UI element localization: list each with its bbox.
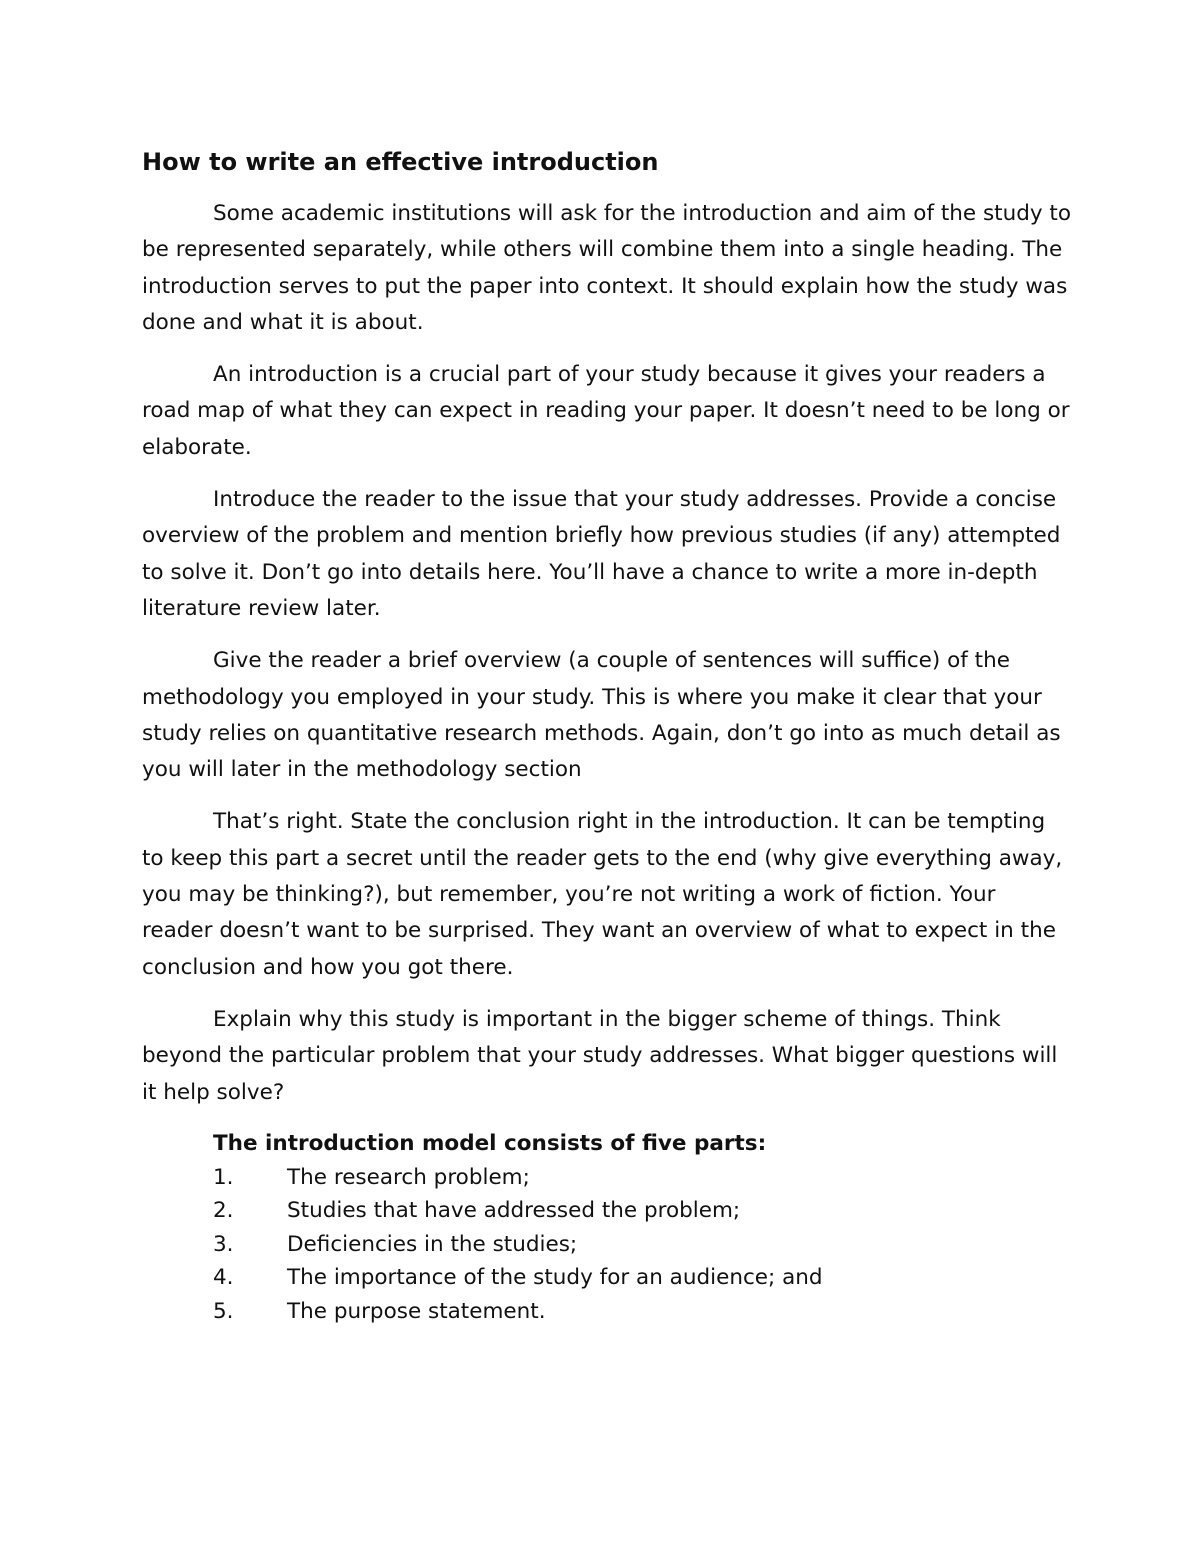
- list-heading: The introduction model consists of five parts:: [213, 1130, 767, 1156]
- five-parts-list: [142, 1161, 1072, 1329]
- paragraph-intro: Some academic institutions will ask for the introduction and aim of the study to be represented separately, while others will combine them into a single heading. The introduction serves to put the paper into context. It should explain how the study was done and what it is about.: [142, 201, 1072, 335]
- list-item-text: The importance of the study for an audience; and: [287, 1265, 823, 1291]
- list-item: [213, 1194, 1072, 1228]
- list-item: [213, 1228, 1072, 1262]
- list-item-number: 1.: [213, 1164, 234, 1190]
- list-item: [213, 1161, 1072, 1195]
- paragraph-significance: Explain why this study is important in the bigger scheme of things. Think beyond the particular problem that your study addresses. What bigger questions will it help solve?: [142, 1006, 1058, 1105]
- list-item-number: 4.: [213, 1265, 234, 1291]
- paragraph-conclusion: That’s right. State the conclusion right in the introduction. It can be tempting to keep this part a secret until the reader gets to the end (why give everything away, you may be thinking?), but remember, you’re not writing a work of fiction. Your reader doesn’t want to be surprised. They want an overview of what to expect in the conclusion and how you got there.: [142, 809, 1063, 980]
- list-item: [213, 1261, 1072, 1295]
- list-item-number: 5.: [213, 1298, 234, 1324]
- paragraph-methodology: Give the reader a brief overview (a couple of sentences will suffice) of the methodology you employed in your study. This is where you make it clear that your study relies on quantitative research methods. Again, don’t go into as much detail as you will later in the methodology section: [142, 648, 1061, 783]
- list-item-text: The research problem;: [287, 1164, 530, 1190]
- list-item-number: 2.: [213, 1198, 234, 1224]
- paragraph-issue: Introduce the reader to the issue that your study addresses. Provide a concise overview of the problem and mention briefly how previous studies (if any) attempted to solve it. Don’t go into details here. You’ll have a chance to write a more in-depth literature review later.: [142, 487, 1061, 621]
- list-item-number: 3.: [213, 1231, 234, 1257]
- document-title: How to write an effective introduction: [142, 148, 659, 176]
- document-body: [142, 140, 1072, 1328]
- list-item-text: Studies that have addressed the problem;: [287, 1198, 741, 1224]
- paragraph-importance: An introduction is a crucial part of your study because it gives your readers a road map of what they can expect in reading your paper. It doesn’t need to be long or elaborate.: [142, 362, 1070, 460]
- list-item: [213, 1295, 1072, 1329]
- list-item-text: Deficiencies in the studies;: [287, 1231, 578, 1257]
- list-item-text: The purpose statement.: [287, 1298, 546, 1324]
